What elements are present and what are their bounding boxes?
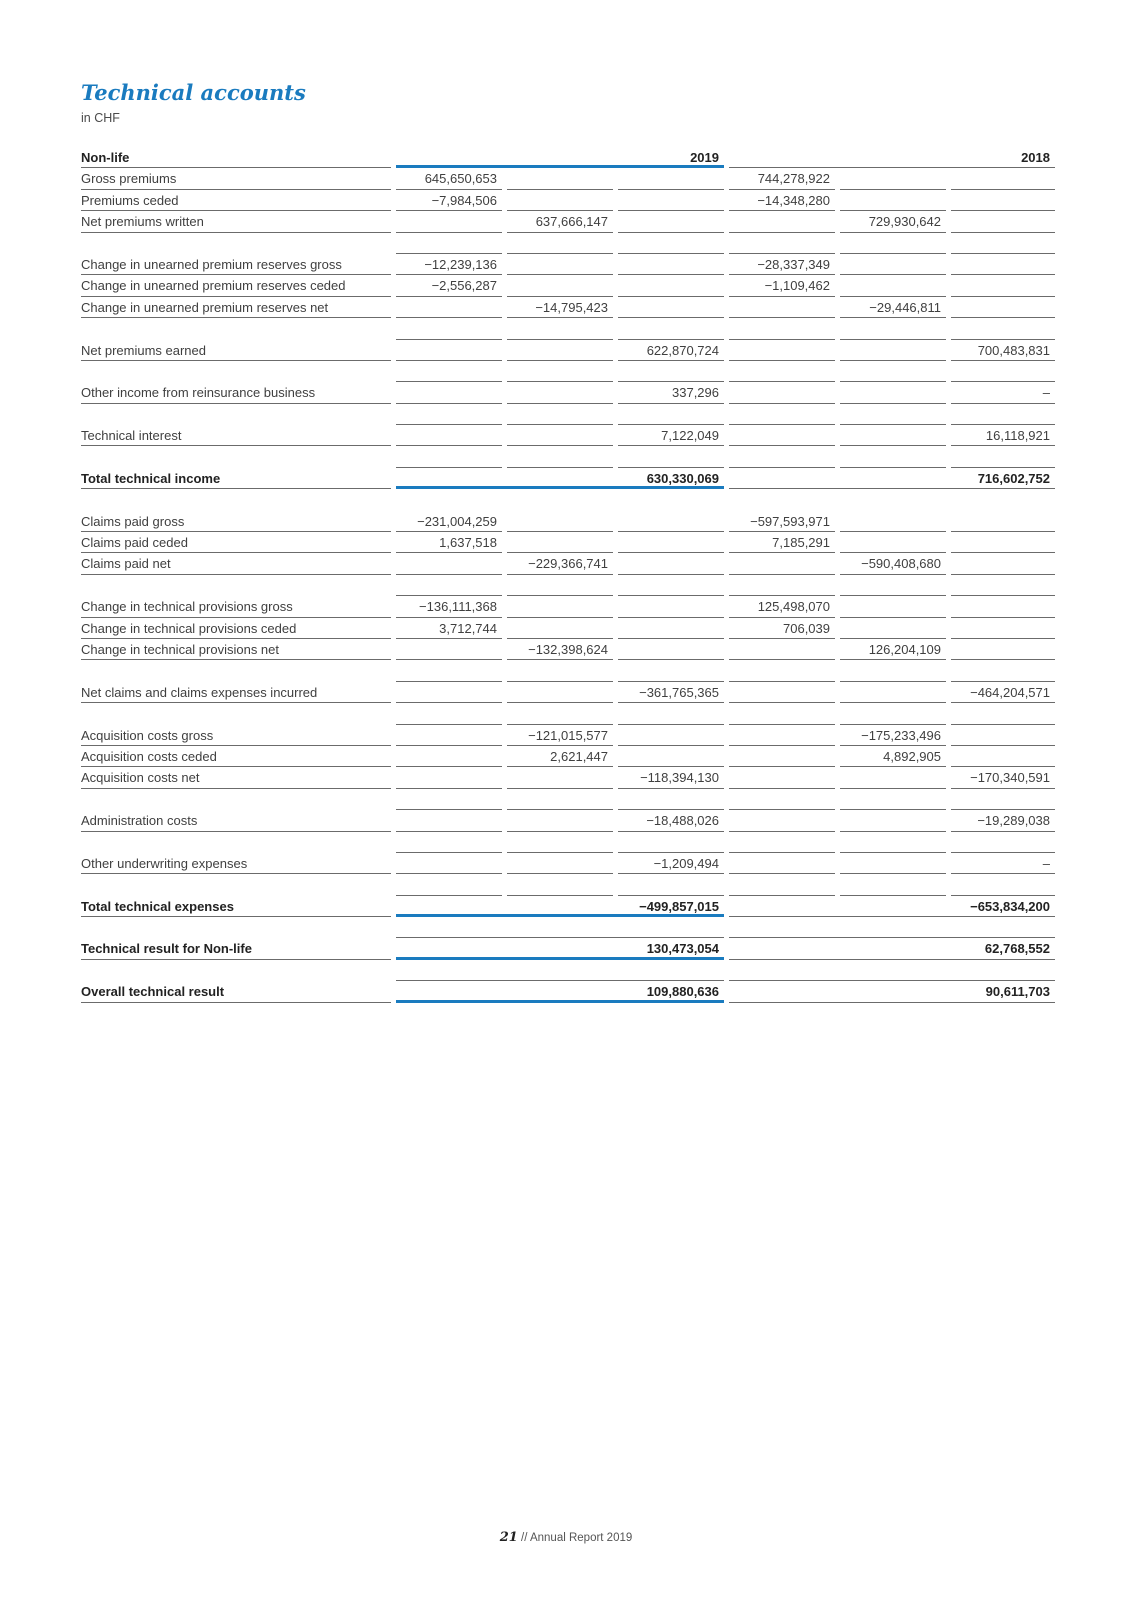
rule-line [951, 404, 1055, 425]
value-2018-col2 [840, 767, 946, 788]
rule-line [618, 660, 724, 681]
table-row [81, 553, 1055, 574]
value-2018-col3: −464,204,571 [951, 682, 1055, 703]
table-body [81, 168, 1055, 1002]
value-2019-col2: −121,015,577 [507, 725, 613, 746]
value-2019-col2 [507, 340, 613, 361]
value-2019-col1: −231,004,259 [396, 511, 502, 532]
value-2018: −653,834,200 [729, 896, 1055, 917]
rule-line [396, 446, 502, 467]
table-row [81, 468, 1055, 489]
value-2019-col1: 645,650,653 [396, 168, 502, 189]
year-2019-header: 2019 [396, 147, 724, 168]
rule-line [396, 789, 502, 810]
rule-line [618, 404, 724, 425]
rule-line [951, 446, 1055, 467]
table-row [81, 382, 1055, 403]
rule-line [396, 960, 724, 981]
rule-line [507, 575, 613, 596]
value-2019-col1 [396, 297, 502, 318]
value-2018-col2: −175,233,496 [840, 725, 946, 746]
table-row [81, 168, 1055, 189]
value-2018-col3: – [951, 853, 1055, 874]
spacer-row [81, 233, 1055, 254]
rule-line [729, 874, 835, 895]
value-2019-col2 [507, 618, 613, 639]
value-2018-col1 [729, 767, 835, 788]
value-2018-col1 [729, 382, 835, 403]
value-2019-col1 [396, 211, 502, 232]
value-2019-col3 [618, 297, 724, 318]
value-2018-col1 [729, 297, 835, 318]
value-2018-col3 [951, 190, 1055, 211]
value-2018-col1 [729, 853, 835, 874]
value-2019-col3 [618, 275, 724, 296]
row-label: Change in unearned premium reserves gross [81, 254, 391, 275]
value-2019-col3 [618, 511, 724, 532]
value-2018-col3 [951, 297, 1055, 318]
value-2019-col3 [618, 190, 724, 211]
value-2018-col3 [951, 618, 1055, 639]
value-2019-col1 [396, 639, 502, 660]
value-2018-col3 [951, 596, 1055, 617]
table-row [81, 810, 1055, 831]
row-label: Net premiums written [81, 211, 391, 232]
row-label: Other income from reinsurance business [81, 382, 391, 403]
value-2018-col2 [840, 275, 946, 296]
value-2018-col3: – [951, 382, 1055, 403]
value-2019-col1 [396, 767, 502, 788]
value-2018-col1 [729, 211, 835, 232]
value-2018-col3 [951, 254, 1055, 275]
value-2018-col2 [840, 810, 946, 831]
table-row [81, 532, 1055, 553]
page-footer [0, 1530, 1132, 1545]
value-2018-col2 [840, 382, 946, 403]
value-2018-col3: −19,289,038 [951, 810, 1055, 831]
rule-line [396, 233, 502, 254]
value-2019-col3 [618, 746, 724, 767]
value-2018-col2 [840, 532, 946, 553]
rule-line [729, 917, 1055, 938]
value-2019-col2: −14,795,423 [507, 297, 613, 318]
rule-line [396, 832, 502, 853]
row-label: Technical result for Non-life [81, 938, 391, 959]
rule-line [507, 404, 613, 425]
value-2018-col2 [840, 254, 946, 275]
row-label: Acquisition costs ceded [81, 746, 391, 767]
rule-line [396, 874, 502, 895]
spacer-row [81, 789, 1055, 810]
rule-line [729, 960, 1055, 981]
rule-line [396, 703, 502, 724]
value-2019-col1 [396, 382, 502, 403]
rule-line [507, 703, 613, 724]
row-label: Gross premiums [81, 168, 391, 189]
row-label: Acquisition costs net [81, 767, 391, 788]
rule-line [729, 404, 835, 425]
value-2018-col1 [729, 746, 835, 767]
table-row [81, 938, 1055, 959]
value-2019-col1 [396, 853, 502, 874]
value-2019-col3: 337,296 [618, 382, 724, 403]
value-2019-col2 [507, 275, 613, 296]
value-2018-col3: 700,483,831 [951, 340, 1055, 361]
value-2019-col2: −132,398,624 [507, 639, 613, 660]
rule-line [729, 446, 835, 467]
value-2019-col1: −2,556,287 [396, 275, 502, 296]
value-2019-col2: 2,621,447 [507, 746, 613, 767]
value-2018-col2: 729,930,642 [840, 211, 946, 232]
rule-line [729, 789, 835, 810]
value-2019-col3: −18,488,026 [618, 810, 724, 831]
value-2019: 109,880,636 [396, 981, 724, 1002]
spacer-row [81, 660, 1055, 681]
value-2018-col2 [840, 340, 946, 361]
value-2018-col2: −590,408,680 [840, 553, 946, 574]
value-2018-col1: −14,348,280 [729, 190, 835, 211]
value-2019: 130,473,054 [396, 938, 724, 959]
table-row [81, 425, 1055, 446]
table-row [81, 767, 1055, 788]
rule-line [396, 917, 724, 938]
table-row [81, 275, 1055, 296]
value-2018-col2 [840, 425, 946, 446]
value-2019-col3: −361,765,365 [618, 682, 724, 703]
spacer-row [81, 489, 1055, 510]
rule-line [729, 361, 835, 382]
value-2018-col1: 706,039 [729, 618, 835, 639]
value-2019-col2 [507, 254, 613, 275]
value-2019: 630,330,069 [396, 468, 724, 489]
report-label: Annual Report 2019 [529, 1532, 633, 1544]
table-row [81, 340, 1055, 361]
value-2019-col2: 637,666,147 [507, 211, 613, 232]
rule-line [618, 446, 724, 467]
rule-line [840, 789, 946, 810]
rule-line [507, 318, 613, 339]
rule-line [729, 575, 835, 596]
rule-line [618, 361, 724, 382]
row-label: Change in unearned premium reserves net [81, 297, 391, 318]
value-2019-col1 [396, 425, 502, 446]
row-label: Claims paid gross [81, 511, 391, 532]
row-label: Total technical expenses [81, 896, 391, 917]
value-2018-col2 [840, 596, 946, 617]
rule-line [951, 233, 1055, 254]
value-2019-col2 [507, 382, 613, 403]
page-number: 21 [499, 1530, 518, 1545]
section-label: Non-life [81, 147, 391, 168]
rule-line [618, 789, 724, 810]
value-2018-col2: −29,446,811 [840, 297, 946, 318]
rule-line [507, 789, 613, 810]
value-2019-col1 [396, 810, 502, 831]
spacer-row [81, 832, 1055, 853]
rule-line [729, 703, 835, 724]
rule-line [951, 832, 1055, 853]
rule-line [507, 832, 613, 853]
value-2018: 90,611,703 [729, 981, 1055, 1002]
value-2019-col1 [396, 553, 502, 574]
value-2019-col3 [618, 211, 724, 232]
value-2018: 62,768,552 [729, 938, 1055, 959]
rule-line [951, 660, 1055, 681]
value-2018-col1 [729, 425, 835, 446]
rule-line [951, 789, 1055, 810]
value-2019-col2 [507, 767, 613, 788]
rule-line [951, 703, 1055, 724]
rule-line [729, 318, 835, 339]
row-label: Premiums ceded [81, 190, 391, 211]
row-label: Change in technical provisions net [81, 639, 391, 660]
page-title: Technical accounts [81, 80, 306, 105]
rule-line [840, 874, 946, 895]
row-label: Net premiums earned [81, 340, 391, 361]
row-label: Claims paid net [81, 553, 391, 574]
value-2019-col1 [396, 682, 502, 703]
row-label: Change in technical provisions gross [81, 596, 391, 617]
value-2019-col1 [396, 725, 502, 746]
table-row [81, 853, 1055, 874]
rule-line [618, 575, 724, 596]
value-2019-col2 [507, 810, 613, 831]
value-2018-col2 [840, 853, 946, 874]
value-2018-col3 [951, 511, 1055, 532]
value-2018-col3 [951, 725, 1055, 746]
rule-line [951, 318, 1055, 339]
table-row [81, 297, 1055, 318]
value-2018-col1: −597,593,971 [729, 511, 835, 532]
rule-line [951, 361, 1055, 382]
spacer-row [81, 404, 1055, 425]
value-2018-col1: 125,498,070 [729, 596, 835, 617]
rule-line [507, 233, 613, 254]
rule-line [729, 233, 835, 254]
rule-line [729, 660, 835, 681]
rule-line [396, 575, 502, 596]
rule-line [951, 874, 1055, 895]
rule-line [507, 361, 613, 382]
value-2018-col3: −170,340,591 [951, 767, 1055, 788]
table-header-row [81, 147, 1055, 168]
table-row [81, 618, 1055, 639]
rule-line [729, 832, 835, 853]
value-2019-col3 [618, 553, 724, 574]
value-2018-col3 [951, 532, 1055, 553]
rule-line [396, 404, 502, 425]
value-2019-col1 [396, 746, 502, 767]
row-label: Claims paid ceded [81, 532, 391, 553]
rule-line [840, 575, 946, 596]
value-2018-col3 [951, 168, 1055, 189]
value-2019-col2 [507, 425, 613, 446]
row-label: Other underwriting expenses [81, 853, 391, 874]
row-label: Net claims and claims expenses incurred [81, 682, 391, 703]
spacer-row [81, 874, 1055, 895]
value-2019-col1 [396, 340, 502, 361]
value-2019-col2 [507, 596, 613, 617]
spacer-row [81, 318, 1055, 339]
value-2018-col2 [840, 682, 946, 703]
value-2018-col2 [840, 168, 946, 189]
rule-line [396, 361, 502, 382]
value-2019-col2 [507, 853, 613, 874]
value-2018-col2: 126,204,109 [840, 639, 946, 660]
value-2019-col3 [618, 596, 724, 617]
rule-line [618, 703, 724, 724]
value-2018-col3: 16,118,921 [951, 425, 1055, 446]
value-2018-col2 [840, 190, 946, 211]
value-2019: −499,857,015 [396, 896, 724, 917]
table-row [81, 596, 1055, 617]
value-2019-col3: −118,394,130 [618, 767, 724, 788]
table-row [81, 211, 1055, 232]
row-label: Change in unearned premium reserves ceded [81, 275, 391, 296]
rule-line [618, 832, 724, 853]
rule-line [840, 660, 946, 681]
table-row [81, 639, 1055, 660]
value-2018-col3 [951, 639, 1055, 660]
row-label: Acquisition costs gross [81, 725, 391, 746]
rule-line [507, 874, 613, 895]
value-2019-col2 [507, 532, 613, 553]
value-2019-col3 [618, 532, 724, 553]
rule-line [618, 233, 724, 254]
value-2019-col3 [618, 639, 724, 660]
table-row [81, 725, 1055, 746]
spacer-row [81, 361, 1055, 382]
rule-line [396, 318, 502, 339]
row-label: Overall technical result [81, 981, 391, 1002]
value-2019-col3: 7,122,049 [618, 425, 724, 446]
currency-note: in CHF [81, 111, 120, 125]
value-2019-col2 [507, 682, 613, 703]
rule-line [396, 660, 502, 681]
spacer-row [81, 575, 1055, 596]
value-2019-col2 [507, 511, 613, 532]
row-label: Change in technical provisions ceded [81, 618, 391, 639]
value-2019-col3 [618, 254, 724, 275]
table-row [81, 981, 1055, 1002]
rule-line [840, 233, 946, 254]
value-2018-col1: 7,185,291 [729, 532, 835, 553]
value-2018-col3 [951, 275, 1055, 296]
table-row [81, 254, 1055, 275]
spacer-row [81, 960, 1055, 981]
value-2019-col1: 1,637,518 [396, 532, 502, 553]
rule-line [618, 874, 724, 895]
value-2018-col3 [951, 553, 1055, 574]
rule-line [840, 832, 946, 853]
value-2019-col3: −1,209,494 [618, 853, 724, 874]
table-row [81, 682, 1055, 703]
value-2018-col2: 4,892,905 [840, 746, 946, 767]
value-2018-col1 [729, 725, 835, 746]
value-2018-col1 [729, 810, 835, 831]
value-2019-col3 [618, 725, 724, 746]
value-2018-col1: −1,109,462 [729, 275, 835, 296]
rule-line [840, 446, 946, 467]
spacer-row [81, 703, 1055, 724]
value-2019-col1: −12,239,136 [396, 254, 502, 275]
value-2018-col1 [729, 639, 835, 660]
year-2018-header: 2018 [729, 147, 1055, 168]
value-2018-col2 [840, 511, 946, 532]
row-label: Total technical income [81, 468, 391, 489]
rule-line [507, 660, 613, 681]
value-2018-col1 [729, 682, 835, 703]
value-2019-col2 [507, 168, 613, 189]
value-2018-col3 [951, 746, 1055, 767]
rule-line [840, 318, 946, 339]
rule-line [840, 404, 946, 425]
rule-line [840, 361, 946, 382]
spacer-row [81, 917, 1055, 938]
value-2019-col3 [618, 168, 724, 189]
value-2018-col1: 744,278,922 [729, 168, 835, 189]
row-label: Technical interest [81, 425, 391, 446]
value-2019-col1: −7,984,506 [396, 190, 502, 211]
rule-line [840, 703, 946, 724]
value-2018-col1 [729, 553, 835, 574]
spacer-row [81, 446, 1055, 467]
row-label: Administration costs [81, 810, 391, 831]
value-2019-col1: 3,712,744 [396, 618, 502, 639]
value-2018: 716,602,752 [729, 468, 1055, 489]
rule-line [507, 446, 613, 467]
value-2018-col1: −28,337,349 [729, 254, 835, 275]
table-row [81, 190, 1055, 211]
value-2019-col1: −136,111,368 [396, 596, 502, 617]
value-2019-col3: 622,870,724 [618, 340, 724, 361]
table-row [81, 511, 1055, 532]
footer-separator: // [517, 1532, 530, 1544]
value-2018-col2 [840, 618, 946, 639]
value-2019-col3 [618, 618, 724, 639]
value-2018-col3 [951, 211, 1055, 232]
table-row [81, 746, 1055, 767]
rule-line [951, 575, 1055, 596]
table-row [81, 896, 1055, 917]
value-2019-col2: −229,366,741 [507, 553, 613, 574]
technical-accounts-table [81, 147, 1055, 1003]
value-2018-col1 [729, 340, 835, 361]
value-2019-col2 [507, 190, 613, 211]
rule-line [618, 318, 724, 339]
